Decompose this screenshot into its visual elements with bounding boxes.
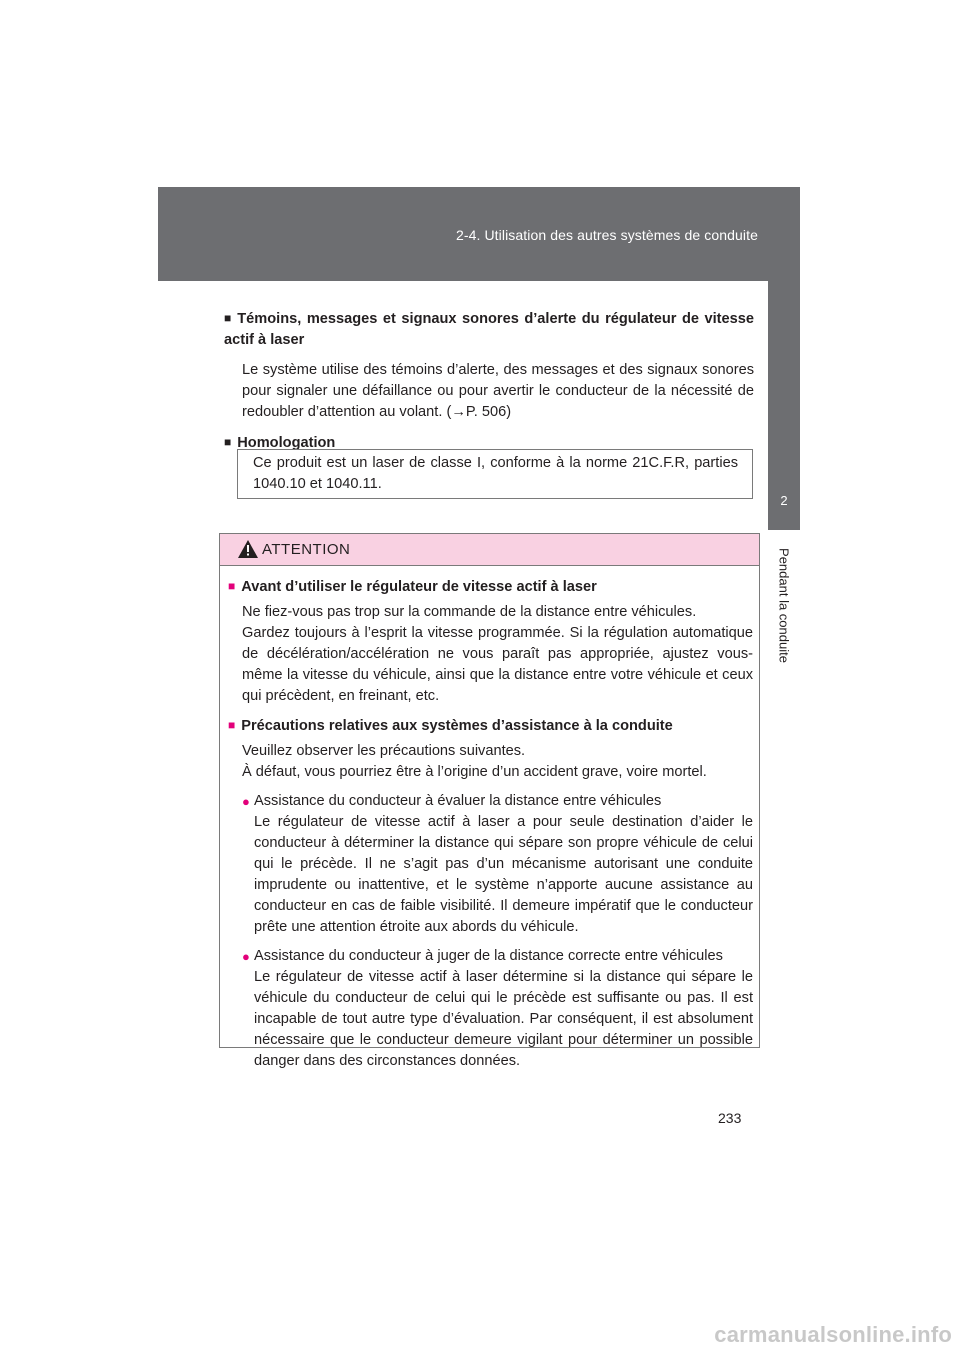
page-number: 233 <box>718 1110 742 1126</box>
square-bullet-icon: ■ <box>228 718 236 732</box>
chapter-number: 2 <box>780 493 788 508</box>
warning-body <box>220 566 759 1072</box>
warning-s1-p1: Ne fiez-vous pas trop sur la commande de la distance entre véhicules. <box>242 604 697 620</box>
square-bullet-icon: ■ <box>224 435 232 449</box>
chapter-label-container <box>768 540 800 670</box>
bullet-1-text: Le régulateur de vitesse actif à laser a pour seule destination d’aider le conducteur à déterminer la distance qui sépare son propre véhicule de celui qui le précède. Il ne s’agit pas d’un mécanisme autorisant une conduite imprudente ou inattentive, et le système n’apporte aucune assistance au conducteur en cas de faible visibilité. Il demeure impératif que le conducteur prête une attention étroite aux abords du véhicule. <box>254 814 753 935</box>
warning-s2-p2: À défaut, vous pourriez être à l’origine d’un accident grave, voire mortel. <box>242 764 707 780</box>
square-bullet-icon: ■ <box>228 579 236 593</box>
chapter-tab <box>768 281 800 530</box>
warning-bullet-2 <box>228 946 753 1072</box>
warning-box <box>219 533 760 1069</box>
warning-title: ATTENTION <box>262 541 351 558</box>
section1-text: Le système utilise des témoins d’alerte, des messages et des signaux sonores pour signaler une défaillance ou pour avertir le conducteur de la nécessité de redoubler d’attention au volant. (→P. 506) <box>242 362 754 420</box>
bullet-1-title: Assistance du conducteur à évaluer la distance entre véhicules <box>254 793 662 809</box>
circle-bullet-icon: ● <box>242 794 250 809</box>
warning-s2-title: Précautions relatives aux systèmes d’assistance à la conduite <box>241 718 673 734</box>
section1-title: Témoins, messages et signaux sonores d’alerte du régulateur de vitesse actif à laser <box>224 311 754 348</box>
warning-s1-title: Avant d’utiliser le régulateur de vitesse actif à laser <box>241 579 597 595</box>
section-title: 2-4. Utilisation des autres systèmes de conduite <box>455 227 758 243</box>
circle-bullet-icon: ● <box>242 949 250 964</box>
warning-bullet-1 <box>228 791 753 938</box>
watermark: carmanualsonline.info <box>714 1322 952 1347</box>
warning-triangle-icon <box>238 540 258 558</box>
header-band <box>158 187 800 281</box>
bullet-2-title: Assistance du conducteur à juger de la distance correcte entre véhicules <box>254 948 723 964</box>
homologation-box: Ce produit est un laser de classe I, conforme à la norme 21C.F.R, parties 1040.10 et 1040.11. <box>237 449 753 499</box>
square-bullet-icon: ■ <box>224 311 232 325</box>
section1-heading <box>224 308 754 351</box>
section2-title: Homologation <box>237 435 336 451</box>
bullet-2-text: Le régulateur de vitesse actif à laser détermine si la distance qui sépare le véhicule du conducteur de celui qui le précède est suffisante ou pas. Il est incapable de tout autre type d’évaluation. Par conséquent, il est absolument nécessaire que le conducteur demeure vigilant pour déterminer un possible danger dans des circonstances données. <box>254 969 753 1069</box>
chapter-label: Pendant la conduite <box>776 548 792 663</box>
warning-header <box>220 534 759 566</box>
warning-s2-heading <box>228 715 753 737</box>
warning-s1-p2: Gardez toujours à l’esprit la vitesse programmée. Si la régulation automatique de décélération/accélération ne vous paraît pas appropriée, ajustez vous-même la vitesse du véhicule, ainsi que la distance entre votre véhicule et ceux qui précèdent, en freinant, etc. <box>242 625 753 704</box>
warning-s1-heading <box>228 576 753 598</box>
warning-s2-p1: Veuillez observer les précautions suivantes. <box>242 743 526 759</box>
main-content <box>224 308 754 454</box>
